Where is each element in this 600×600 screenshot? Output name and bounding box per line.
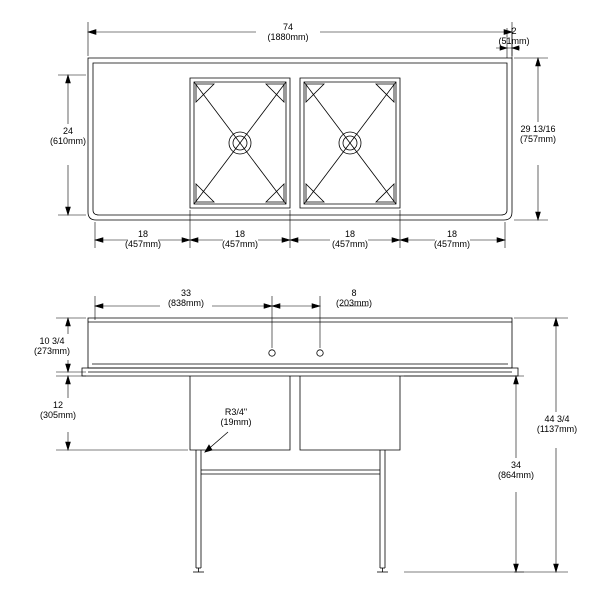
dim-label-front-faucet-offset — [156, 288, 216, 308]
dim-label-top-right-depth — [506, 124, 570, 144]
dim-value: 18 — [137, 229, 148, 239]
dim-label-bottom-seg-2 — [210, 229, 270, 249]
dim-metric: (757mm) — [519, 134, 556, 144]
dim-label-front-overall-height — [526, 414, 588, 434]
dim-metric: (51mm) — [498, 36, 530, 46]
dim-metric: (1137mm) — [536, 424, 578, 434]
dim-value: 18 — [344, 229, 355, 239]
dim-value: 74 — [282, 22, 293, 32]
dim-metric: (1880mm) — [267, 32, 309, 42]
dim-value: 44 3/4 — [544, 414, 570, 424]
dim-front-overall-height — [514, 318, 568, 572]
dim-label-front-bowl-depth — [30, 400, 86, 420]
dim-label-bottom-seg-1 — [113, 229, 173, 249]
dim-metric: (457mm) — [331, 239, 368, 249]
dim-label-top-left-depth — [38, 126, 98, 146]
dim-label-front-corner-radius — [206, 407, 266, 427]
dim-value: 29 13/16 — [520, 124, 556, 134]
dim-value: 34 — [510, 460, 521, 470]
dim-value: 33 — [180, 288, 191, 298]
dim-label-top-overall-width — [258, 22, 318, 42]
dim-value: 12 — [52, 400, 63, 410]
dim-label-top-right-edge — [494, 26, 534, 46]
dim-label-bottom-seg-3 — [320, 229, 380, 249]
dim-metric: (305mm) — [39, 410, 76, 420]
dim-value: 24 — [62, 126, 73, 136]
dim-metric: (838mm) — [167, 298, 204, 308]
dim-value: 18 — [234, 229, 245, 239]
dim-metric: (457mm) — [124, 239, 161, 249]
dim-value: R3/4" — [224, 407, 248, 417]
dim-metric: (273mm) — [33, 346, 70, 356]
dim-label-front-backsplash-height — [20, 336, 84, 356]
dim-label-front-faucet-spread — [324, 288, 384, 308]
dim-value: 8 — [351, 288, 357, 298]
dim-label-front-work-height — [488, 460, 544, 480]
dim-metric: (610mm) — [49, 136, 86, 146]
dim-metric: (19mm) — [220, 417, 252, 427]
dim-value: 2 — [511, 26, 517, 36]
dim-value: 18 — [446, 229, 457, 239]
dim-label-bottom-seg-4 — [422, 229, 482, 249]
front-view-outline — [82, 318, 518, 572]
top-view-outline — [88, 58, 512, 220]
dim-metric: (457mm) — [221, 239, 258, 249]
dim-metric: (864mm) — [497, 470, 534, 480]
dim-value: 10 3/4 — [39, 336, 65, 346]
dim-metric: (457mm) — [433, 239, 470, 249]
dim-metric: (203mm) — [335, 298, 372, 308]
